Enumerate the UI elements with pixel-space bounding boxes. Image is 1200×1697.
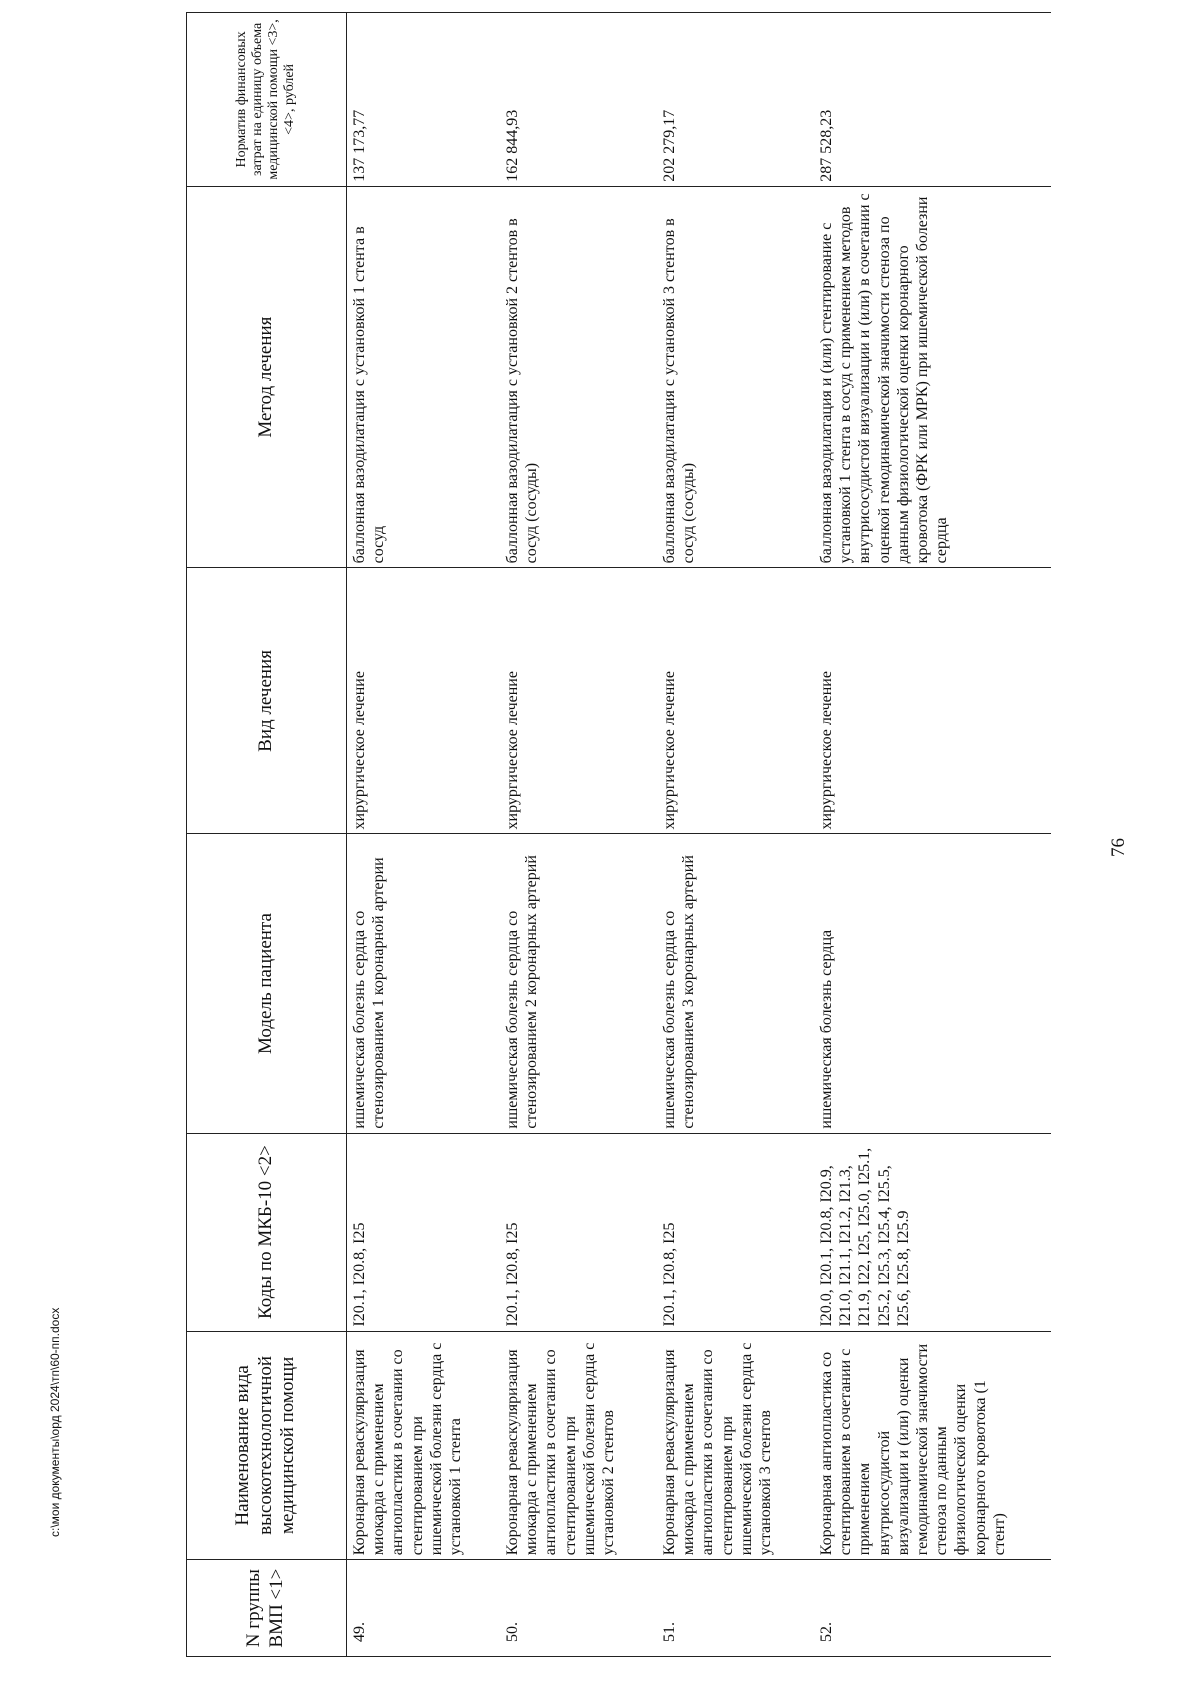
row-treatment-type: хирургическое лечение [657, 568, 814, 834]
row-group-number: 49. [347, 1560, 501, 1657]
row-cost-norm: 287 528,23 [814, 13, 1051, 187]
row-treatment-type: хирургическое лечение [347, 568, 501, 834]
row-vmp-name: Коронарная реваскуляризация миокарда с применением ангиопластики в сочетании со стентированием при ишемической болезни сердца с установкой 2 стентов [500, 1331, 657, 1560]
header-vmp-name: Наименование вида высокотехнологичной медицинской помощи [187, 1331, 347, 1560]
row-vmp-name: Коронарная ангиопластика со стентированием в сочетании с применением внутрисосудистой визуализации и (или) оценки гемодинамической значимости стеноза по данным физиологической оценки коронарного кровотока (1 стент) [814, 1331, 1051, 1560]
row-icd-codes: I20.1, I20.8, I25 [500, 1133, 657, 1331]
row-group-number: 52. [814, 1560, 1051, 1657]
table-row [814, 13, 1051, 1657]
header-patient-model: Модель пациента [187, 834, 347, 1133]
row-group-number: 50. [500, 1560, 657, 1657]
row-icd-codes: I20.1, I20.8, I25 [347, 1133, 501, 1331]
row-patient-model: ишемическая болезнь сердца со стенозированием 2 коронарных артерий [500, 834, 657, 1133]
row-treatment-method: баллонная вазодилатация с установкой 1 стента в сосуд [347, 186, 501, 568]
row-cost-norm: 137 173,77 [347, 13, 501, 187]
row-cost-norm: 202 279,17 [657, 13, 814, 187]
row-patient-model: ишемическая болезнь сердца со стенозированием 3 коронарных артерий [657, 834, 814, 1133]
table-header-row [187, 13, 347, 1657]
row-cost-norm: 162 844,93 [500, 13, 657, 187]
vmp-table [186, 12, 1051, 1657]
row-treatment-method: баллонная вазодилатация и (или) стентирование с установкой 1 стента в сосуд с применением методов внутрисосудистой визуализации и (или) в сочетании с оценкой гемодинамической значимости стеноза по данным физиологической оценки коронарного кровотока (ФРК или МРК) при ишемической болезни сердца [814, 186, 1051, 568]
header-group-number: N группы ВМП <1> [187, 1560, 347, 1657]
row-patient-model: ишемическая болезнь сердца [814, 834, 1051, 1133]
table-row [347, 13, 501, 1657]
row-icd-codes: I20.0, I20.1, I20.8, I20.9, I21.0, I21.1, I21.2, I21.3, I21.9, I22, I25, I25.0, I25.1, I25.2, I25.3, I25.4, I25.5, I25.6, I25.8, I25.9 [814, 1133, 1051, 1331]
file-path-footer: c:\мои документы\орд 2024\тп\60-пп.docx [48, 1307, 62, 1537]
header-treatment-type: Вид лечения [187, 568, 347, 834]
row-patient-model: ишемическая болезнь сердца со стенозированием 1 коронарной артерии [347, 834, 501, 1133]
header-treatment-method: Метод лечения [187, 186, 347, 568]
row-group-number: 51. [657, 1560, 814, 1657]
row-vmp-name: Коронарная реваскуляризация миокарда с применением ангиопластики в сочетании со стентированием при ишемической болезни сердца с установкой 1 стента [347, 1331, 501, 1560]
header-cost-norm: Норматив финансовых затрат на единицу объема медицинской помощи <3>, <4>, рублей [187, 13, 347, 187]
table-row [500, 13, 657, 1657]
row-vmp-name: Коронарная реваскуляризация миокарда с применением ангиопластики в сочетании со стентированием при ишемической болезни сердца с установкой 3 стентов [657, 1331, 814, 1560]
row-treatment-type: хирургическое лечение [500, 568, 657, 834]
row-icd-codes: I20.1, I20.8, I25 [657, 1133, 814, 1331]
page-number: 76 [1108, 838, 1129, 857]
header-icd-codes: Коды по МКБ-10 <2> [187, 1133, 347, 1331]
row-treatment-method: баллонная вазодилатация с установкой 2 стентов в сосуд (сосуды) [500, 186, 657, 568]
row-treatment-method: баллонная вазодилатация с установкой 3 стентов в сосуд (сосуды) [657, 186, 814, 568]
row-treatment-type: хирургическое лечение [814, 568, 1051, 834]
table-row [657, 13, 814, 1657]
